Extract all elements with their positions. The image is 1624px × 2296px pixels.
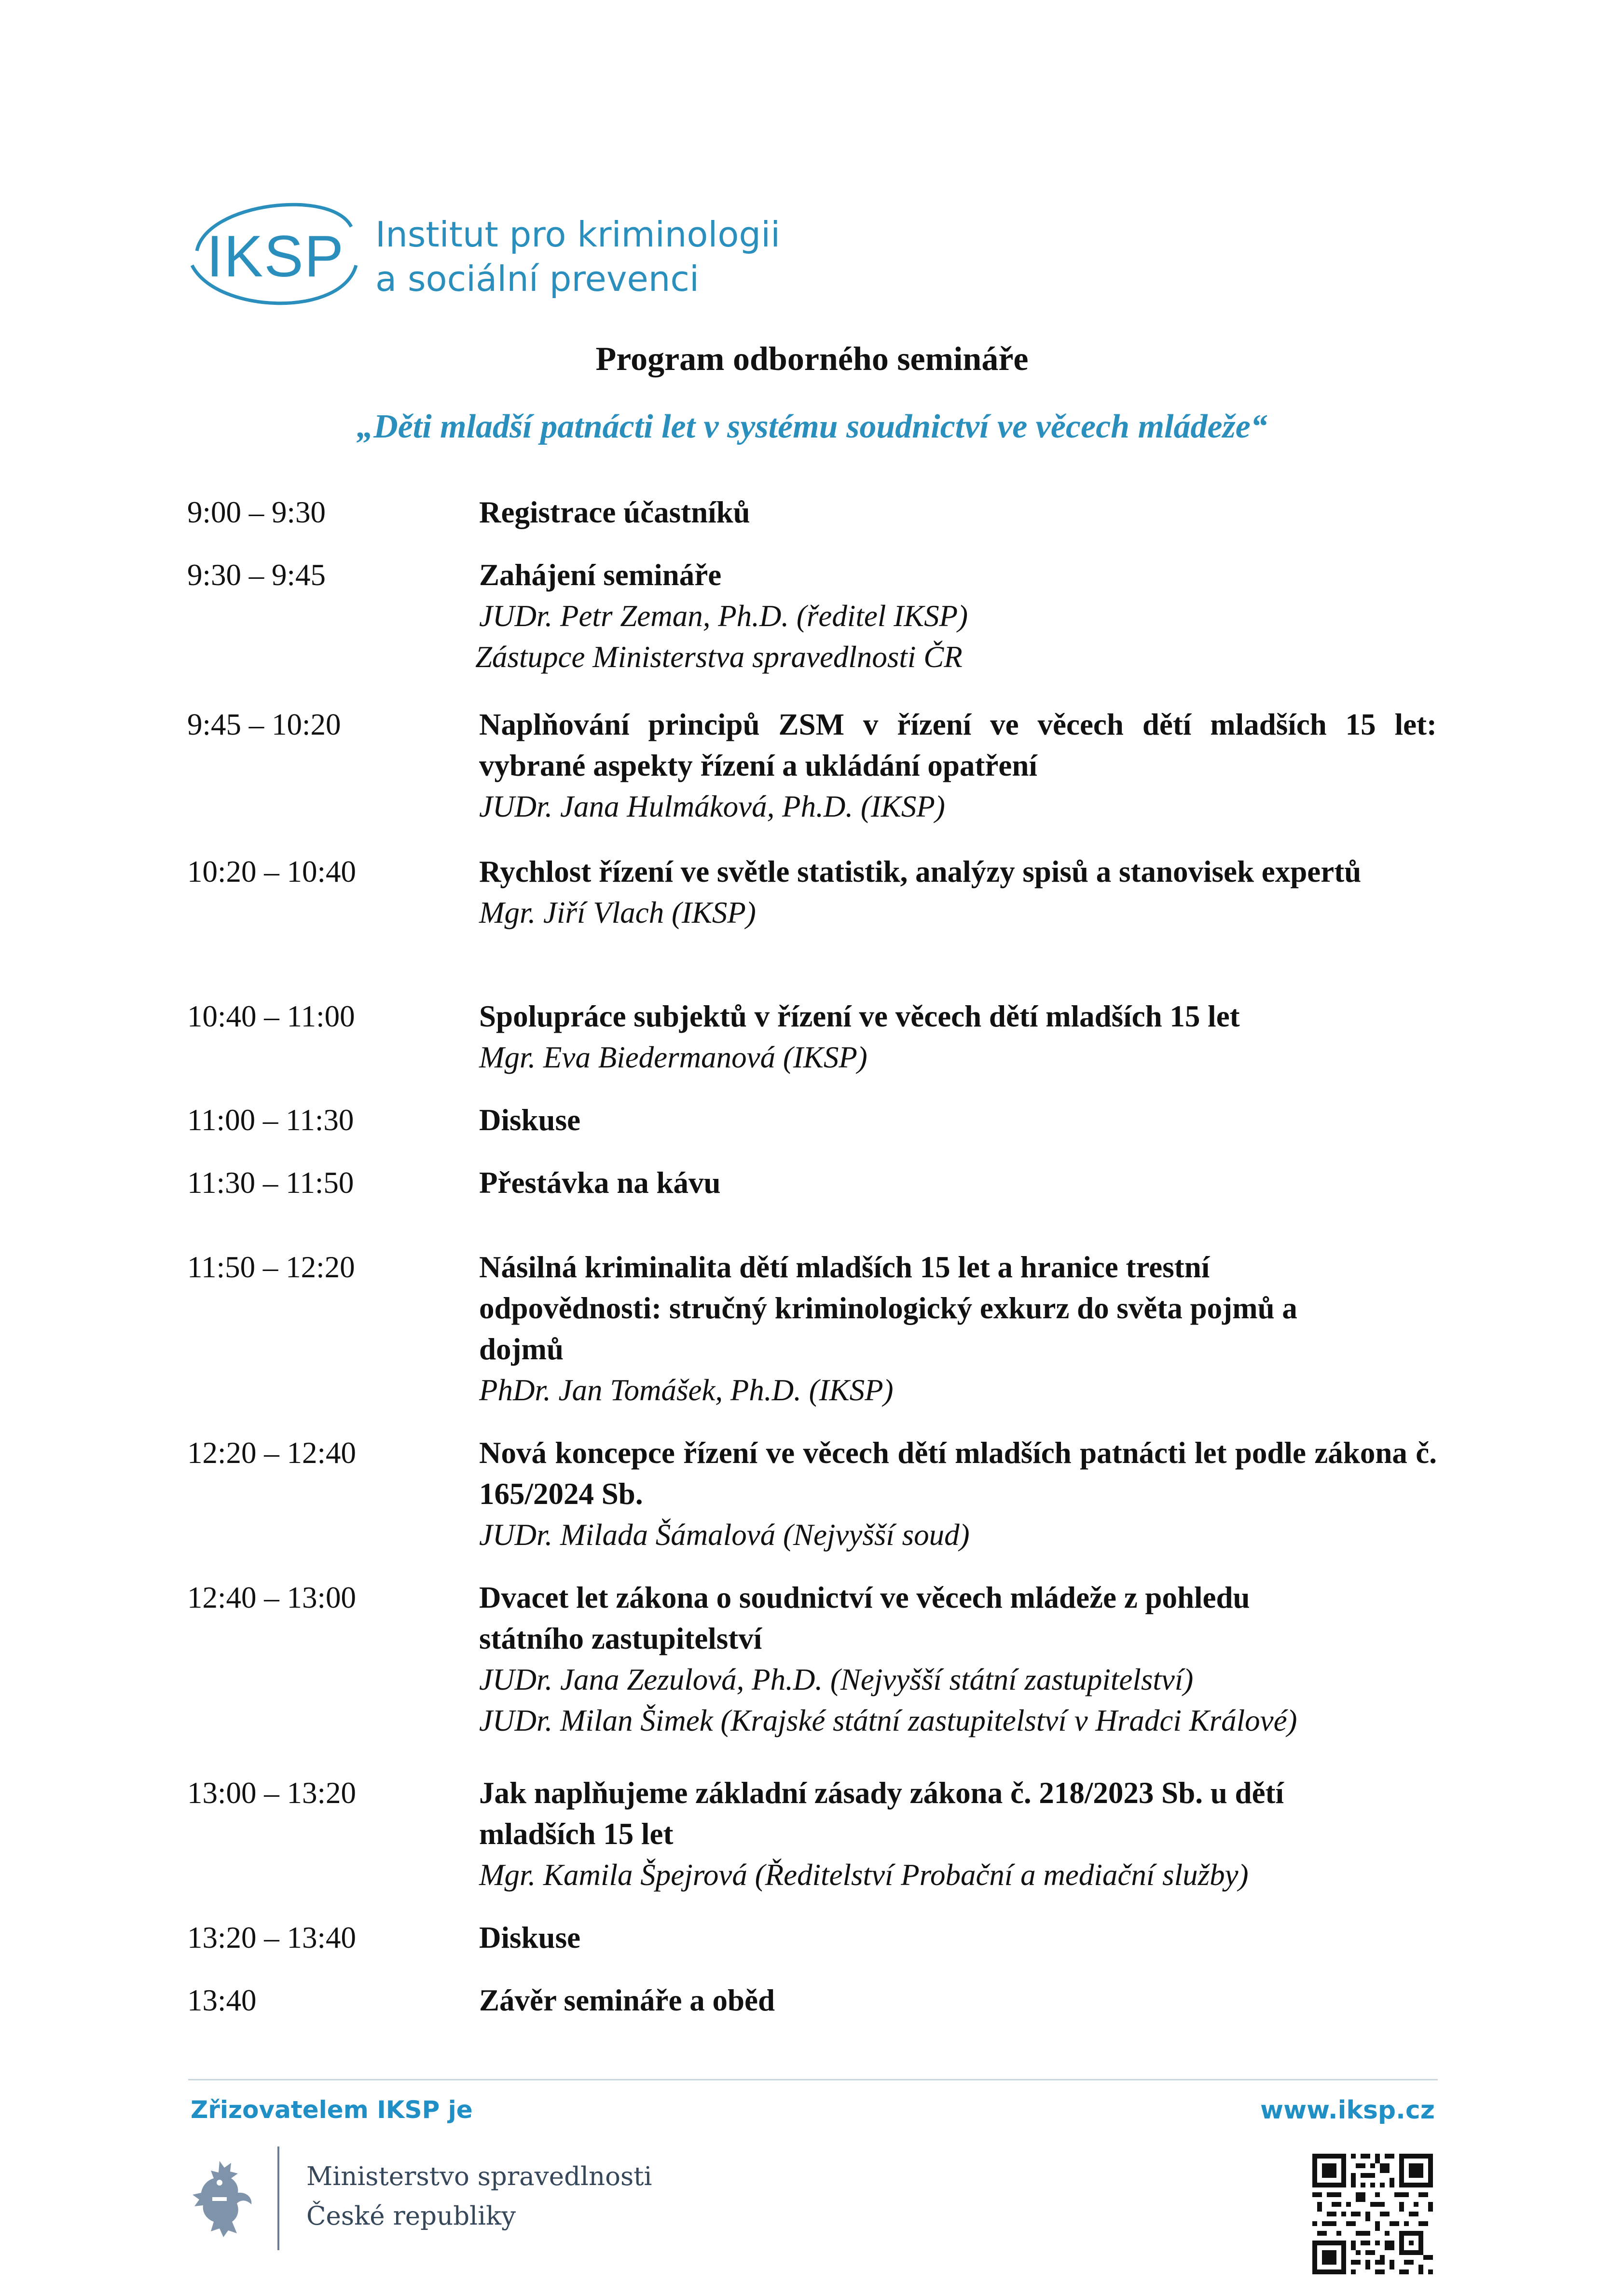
program-topic: [479, 851, 1437, 892]
program-topic: Závěr semináře a oběd: [479, 1983, 775, 2017]
program-time: 13:20 – 13:40: [187, 1921, 357, 1954]
program-topic-line: vybrané aspekty řízení a ukládání opatření: [479, 749, 1037, 782]
program-content: [475, 555, 1437, 678]
program-topic: Zahájení semináře: [479, 558, 722, 592]
program-topic-line: dojmů: [479, 1332, 564, 1366]
website-link[interactable]: www.iksp.cz: [1260, 2096, 1435, 2125]
iksp-logo: [187, 193, 805, 318]
program-time: 9:45 – 10:20: [187, 708, 341, 741]
program-content: [479, 704, 1437, 827]
seminar-subtitle: „Děti mladší patnácti let v systému soudnictví ve věcech mládeže“: [357, 408, 1267, 445]
program-content: [479, 1577, 1437, 1741]
program-topic-line: expertů: [1261, 855, 1362, 888]
ministry-separator: [277, 2146, 279, 2250]
program-speaker: JUDr. Jana Hulmáková, Ph.D. (IKSP): [479, 790, 945, 823]
program-time: 12:20 – 12:40: [187, 1436, 357, 1470]
program-topic-line: Dvacet let zákona o soudnictví ve věcech mládeže z pohledu: [479, 1581, 1250, 1614]
program-topic-line: Rychlost řízení ve světle statistik, analýzy spisů a stanovisek: [479, 855, 1254, 888]
program-time: 12:40 – 13:00: [187, 1581, 357, 1614]
program-speaker: JUDr. Milada Šámalová (Nejvyšší soud): [479, 1518, 970, 1552]
program-content: [479, 1917, 1437, 1958]
program-topic-line: zákona č. 165/2024 Sb.: [479, 1436, 1437, 1511]
ministry-logo: [186, 2146, 668, 2253]
program-content: [479, 1247, 1437, 1411]
program-content: [479, 1980, 1437, 2021]
program-content: [479, 492, 1437, 533]
program-speaker: PhDr. Jan Tomášek, Ph.D. (IKSP): [479, 1373, 894, 1407]
program-topic: [479, 704, 1437, 786]
program-speaker: JUDr. Petr Zeman, Ph.D. (ředitel IKSP): [479, 599, 968, 633]
program-speaker: Mgr. Eva Biedermanová (IKSP): [479, 1040, 867, 1074]
program-content: [479, 1162, 1437, 1203]
document-title: Program odborného semináře: [595, 341, 1029, 378]
program-content: [479, 1100, 1437, 1141]
program-time: 9:30 – 9:45: [187, 558, 326, 592]
program-topic-line: Jak naplňujeme základní zásady zákona č. 218/2023 Sb. u dětí: [479, 1776, 1284, 1810]
program-speaker: JUDr. Milan Šimek (Krajské státní zastupitelství v Hradci Králové): [479, 1704, 1297, 1737]
program-topic: Diskuse: [479, 1921, 581, 1954]
logo-abbreviation: IKSP: [206, 223, 345, 289]
program-topic-line: mladších 15 let: [479, 1817, 674, 1851]
ministry-name: [306, 2157, 652, 2236]
program-time: 11:30 – 11:50: [187, 1166, 354, 1200]
program-topic: Registrace účastníků: [479, 495, 750, 529]
program-time: 13:40: [187, 1983, 257, 2017]
qr-code-icon: [1312, 2154, 1433, 2274]
logo-name-line-2: a sociální prevenci: [375, 259, 699, 299]
program-speaker: Mgr. Kamila Špejrová (Ředitelství Probační a mediační služby): [479, 1858, 1249, 1892]
program-time: 10:40 – 11:00: [187, 999, 355, 1033]
logo-full-name: [375, 212, 780, 301]
program-topic: Přestávka na kávu: [479, 1166, 721, 1200]
ministry-name-line-2: České republiky: [306, 2201, 516, 2231]
ministry-name-line-1: Ministerstvo spravedlnosti: [306, 2162, 652, 2191]
program-speaker: Zástupce Ministerstva spravedlnosti ČR: [475, 640, 963, 674]
program-topic: Spolupráce subjektů v řízení ve věcech dětí mladších 15 let: [479, 999, 1240, 1033]
program-topic-line: Nová koncepce řízení ve věcech dětí mladších patnácti let podle: [479, 1436, 1306, 1470]
program-topic: [479, 1433, 1437, 1515]
program-topic-line: Naplňování principů ZSM v řízení ve věcech dětí mladších 15 let:: [479, 708, 1437, 741]
logo-name-line-1: Institut pro kriminologii: [375, 214, 781, 255]
program-time: 9:00 – 9:30: [187, 495, 326, 529]
program-content: [479, 851, 1437, 933]
program-topic-line: Násilná kriminalita dětí mladších 15 let a hranice trestní: [479, 1250, 1210, 1284]
program-topic-line: státního zastupitelství: [479, 1622, 762, 1655]
program-time: 11:00 – 11:30: [187, 1103, 354, 1137]
program-time: 10:20 – 10:40: [187, 855, 357, 888]
program-content: [479, 996, 1437, 1078]
program-speaker: JUDr. Jana Zezulová, Ph.D. (Nejvyšší státní zastupitelství): [479, 1663, 1194, 1696]
program-time: 13:00 – 13:20: [187, 1776, 357, 1810]
czech-lion-icon: [186, 2156, 258, 2243]
program-topic: Diskuse: [479, 1103, 581, 1137]
program-topic-line: odpovědnosti: stručný kriminologický exkurz do světa pojmů a: [479, 1291, 1297, 1325]
program-speaker: Mgr. Jiří Vlach (IKSP): [479, 896, 756, 929]
program-time: 11:50 – 12:20: [187, 1250, 355, 1284]
footer-divider: [188, 2079, 1438, 2080]
founder-label: Zřizovatelem IKSP je: [191, 2096, 473, 2124]
program-content: [479, 1773, 1437, 1896]
program-content: [479, 1433, 1437, 1556]
